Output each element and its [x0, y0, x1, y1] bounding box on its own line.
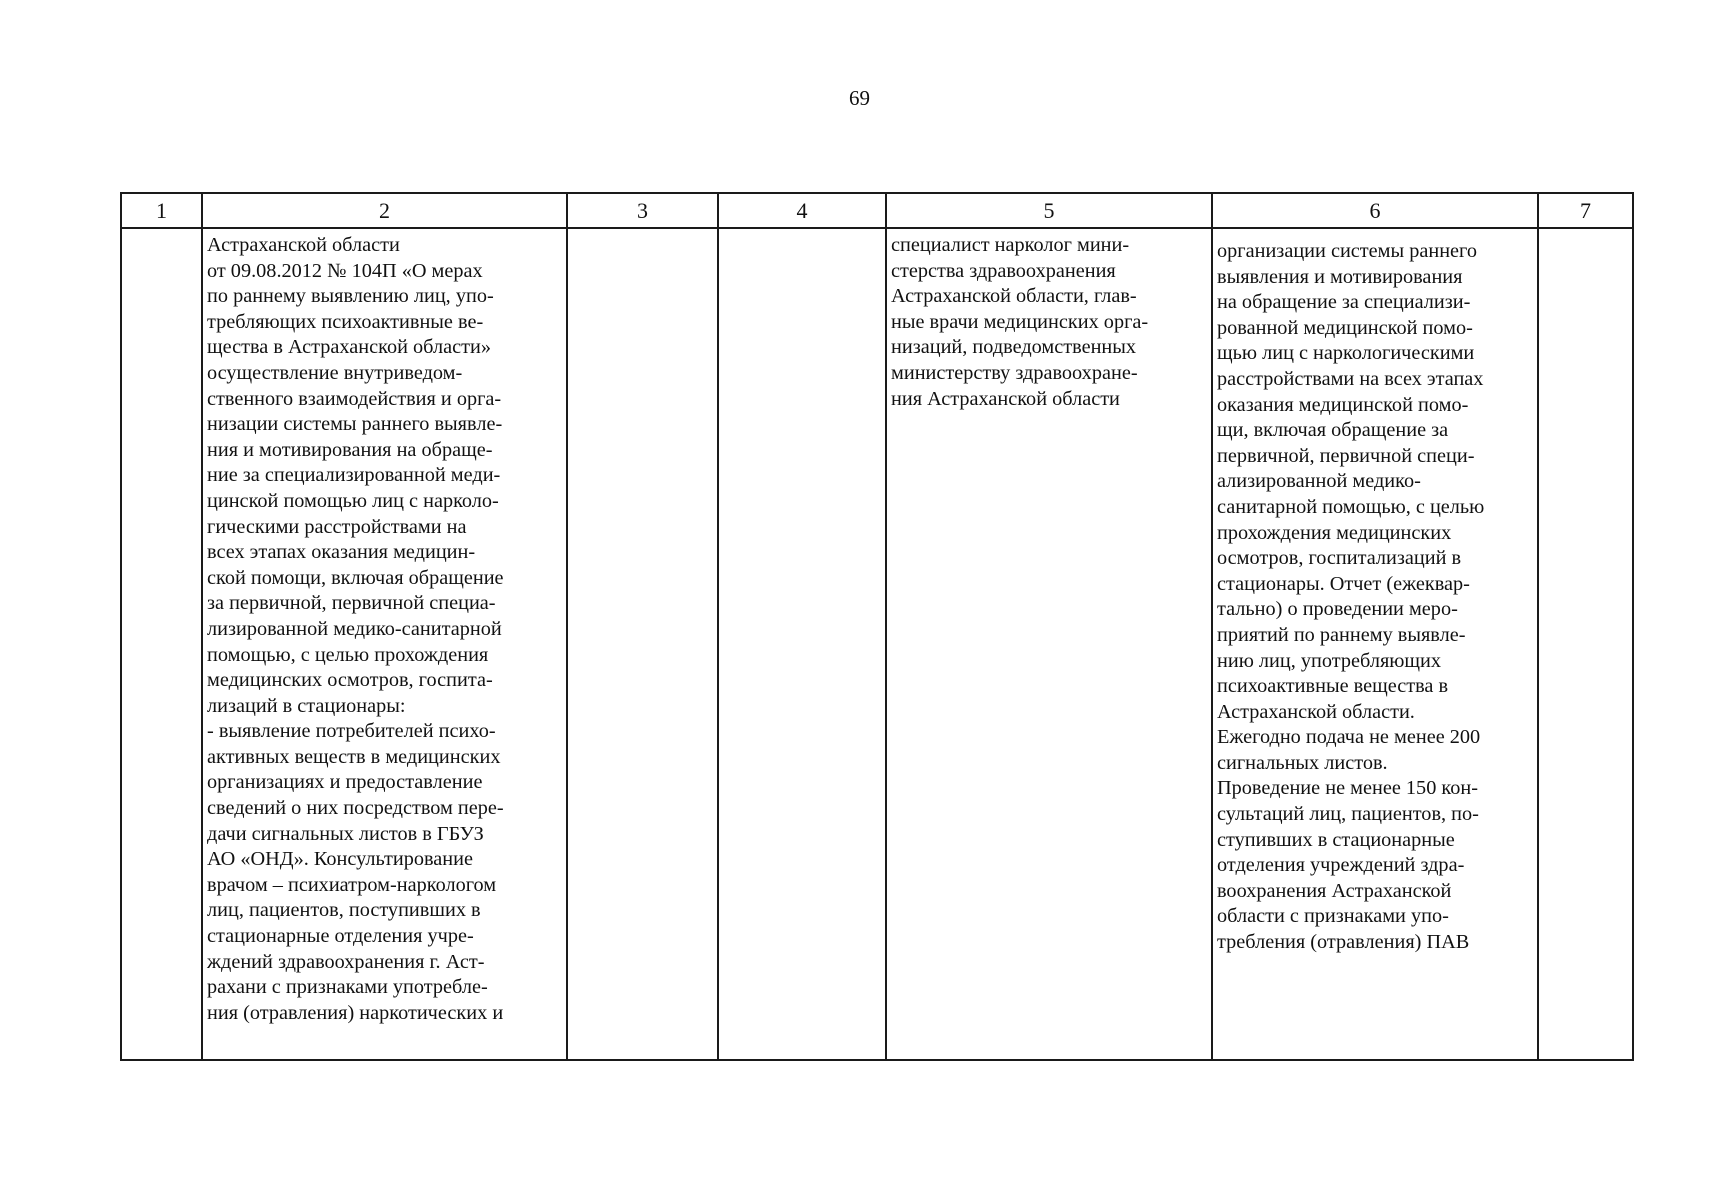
column-header-6: 6	[1212, 193, 1538, 228]
column-header-5: 5	[886, 193, 1212, 228]
cell-col6-text: организации системы раннего выявления и мотивирования на обращение за специализи- рованной медицинской помо- щью лиц с наркологическими расстройствами на всех этапах оказания медицинской помо- щи, включая обращение за первичной, первичной специ- ализированной медико- санитарной помощью, с целью прохождения медицинских осмотров, госпитализаций в стационары. Отчет (ежеквар- тально) о проведении меро- приятий по раннему выявле- нию лиц, употребляющих психоактивные вещества в Астраханской области. Ежегодно подача не менее 200 сигнальных листов. Проведение не менее 150 кон- сультаций лиц, пациентов, по- ступивших в стационарные отделения учреждений здра- воохранения Астраханской области с признаками упо- требления (отравления) ПАВ	[1217, 240, 1485, 954]
column-header-1: 1	[121, 193, 202, 228]
cell-col2-text: Астраханской области от 09.08.2012 № 104П «О мерах по раннему выявлению лиц, упо- требляющих психоактивные ве- щества в Астраханской области» осуществление внутриведом- ственного взаимодействия и орга- низации системы раннего выявле- ния и мотивирования на обраще- ние за специализированной меди- цинской помощью лиц с нарколо- гическими расстройствами на всех этапах оказания медицин- ской помощи, включая обращение за первичной, первичной специа- лизированной медико-санитарной помощью, с целью прохождения медицинских осмотров, госпита- лизаций в стационары: - выявление потребителей психо- активных веществ в медицинских организациях и предоставление сведений о них посредством пере- дачи сигнальных листов в ГБУЗ АО «ОНД». Консультирование врачом – психиатром-наркологом лиц, пациентов, поступивших в стационарные отделения учре- ждений здравоохранения г. Аст- рахани с признаками употребле- ния (отравления) наркотических и	[207, 234, 504, 1024]
cell-col3	[567, 228, 718, 1060]
column-header-4: 4	[718, 193, 886, 228]
column-header-3: 3	[567, 193, 718, 228]
cell-col5	[886, 228, 1212, 1060]
cell-col7	[1538, 228, 1633, 1060]
page-number: 69	[849, 86, 870, 110]
table-row	[121, 228, 1633, 1060]
column-header-2: 2	[202, 193, 567, 228]
cell-col4	[718, 228, 886, 1060]
column-header-7: 7	[1538, 193, 1633, 228]
cell-col2	[202, 228, 567, 1060]
cell-col1	[121, 228, 202, 1060]
document-table	[120, 192, 1634, 1061]
cell-col6	[1212, 228, 1538, 1060]
header-row	[121, 193, 1633, 228]
cell-col5-text: специалист нарколог мини- стерства здравоохранения Астраханской области, глав- ные врачи медицинских орга- низаций, подведомственных министерству здравоохране- ния Астраханской области	[891, 234, 1149, 410]
